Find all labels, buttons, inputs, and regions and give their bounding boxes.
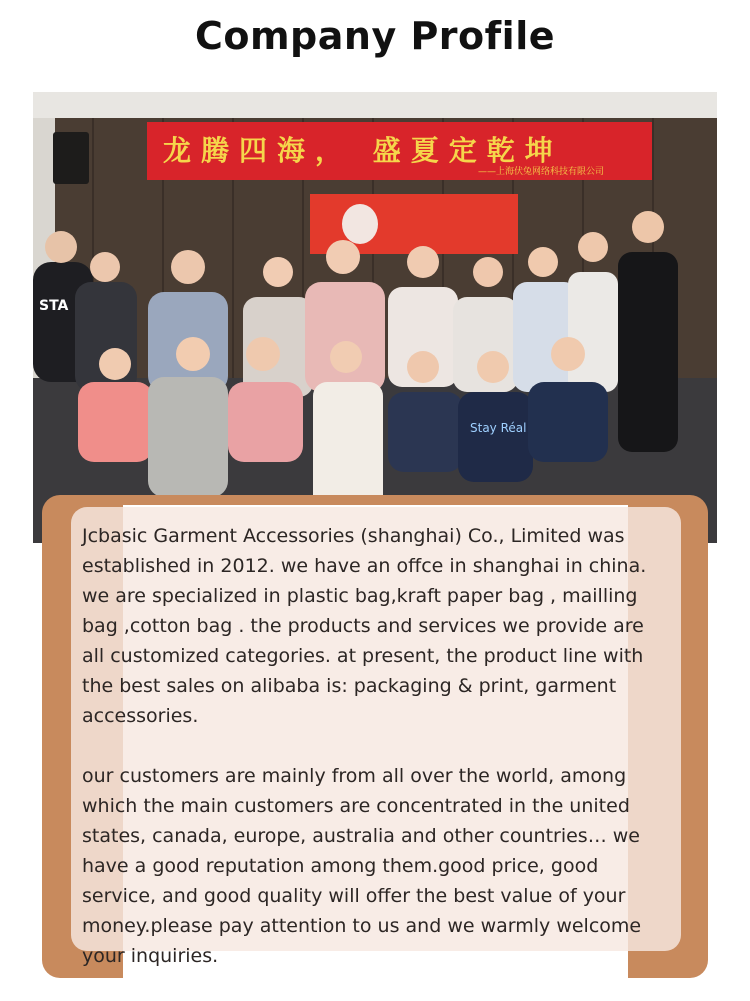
profile-paragraph-1: Jcbasic Garment Accessories (shanghai) Co., Limited was established in 2012. we have an offce in shanghai in china. we are specialized in plastic bag,kraft paper bag , mailling bag ,cotton bag . the products and services we provide are all customized categories. at present, the product line with the best sales on alibaba is: packaging & print, garment accessories. <box>82 525 647 727</box>
team-photo <box>33 92 717 543</box>
shirt-text-left: STA <box>39 298 69 314</box>
shirt-text-right: Stay Réal <box>470 421 527 435</box>
banner-text: 龙腾四海， 盛夏定乾坤 <box>163 134 563 167</box>
profile-paragraph-2: our customers are mainly from all over the world, among which the main customers are concentrated in the united states, canada, europe, australia and other countries… we have a good reputation among them.good price, good service, and good quality will offer the best value of your money.please pay attention to us and we warmly welcome your inquiries. <box>82 765 642 967</box>
page-title: Company Profile <box>194 14 556 58</box>
banner-subtext: ——上海伏兔网络科技有限公司 <box>478 167 605 177</box>
profile-text <box>82 521 672 1001</box>
